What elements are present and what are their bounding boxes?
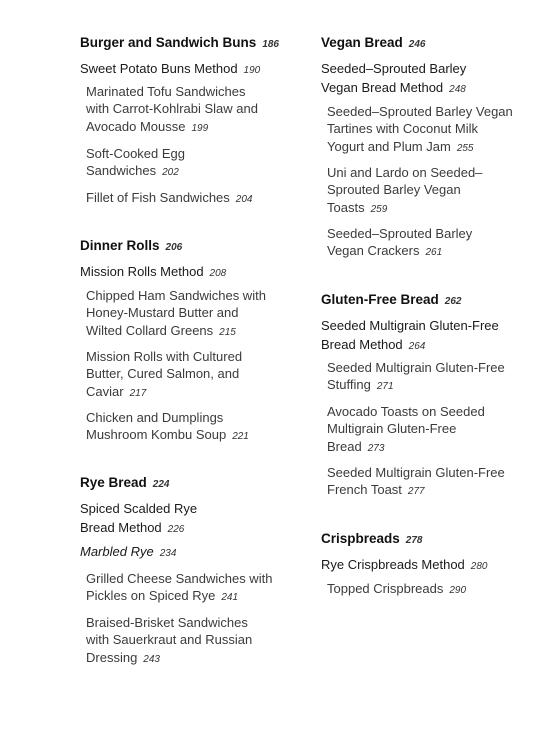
- method-heading: Marbled Rye 234: [80, 544, 177, 559]
- recipe-entry: Chicken and Dumplings Mushroom Kombu Soup 221: [86, 410, 249, 443]
- recipe-entry: Braised-Brisket Sandwiches with Sauerkraut and Russian Dressing 243: [86, 615, 253, 665]
- recipe-entry: Grilled Cheese Sandwiches with Pickles on Spiced Rye 241: [86, 571, 273, 604]
- section-heading: Vegan Bread 246: [321, 35, 426, 50]
- method-heading: Sweet Potato Buns Method 190: [80, 61, 261, 76]
- recipe-entry: Seeded–Sprouted Barley Vegan Tartines with Coconut Milk Yogurt and Plum Jam 255: [327, 104, 513, 154]
- section-heading: Gluten-Free Bread 262: [321, 292, 462, 307]
- section-heading: Crispbreads 278: [321, 531, 423, 546]
- recipe-entry: Chipped Ham Sandwiches with Honey-Mustard Butter and Wilted Collard Greens 215: [86, 288, 266, 338]
- section-heading: Burger and Sandwich Buns 186: [80, 35, 279, 50]
- method-heading: Mission Rolls Method 208: [80, 264, 227, 279]
- method-heading: Seeded–Sprouted Barley Vegan Bread Method 248: [321, 61, 467, 95]
- recipe-entry: Seeded Multigrain Gluten-Free Stuffing 271: [327, 360, 505, 393]
- recipe-entry: Avocado Toasts on Seeded Multigrain Gluten-Free Bread 273: [327, 404, 485, 454]
- recipe-entry: Seeded Multigrain Gluten-Free French Toast 277: [327, 465, 505, 498]
- method-heading: Seeded Multigrain Gluten-Free Bread Method 264: [321, 318, 499, 352]
- section-heading: Dinner Rolls 206: [80, 238, 183, 253]
- recipe-entry: Uni and Lardo on Seeded– Sprouted Barley Vegan Toasts 259: [327, 165, 483, 215]
- recipe-entry: Soft-Cooked Egg Sandwiches 202: [86, 146, 186, 179]
- recipe-entry: Mission Rolls with Cultured Butter, Cured Salmon, and Caviar 217: [86, 349, 243, 399]
- recipe-entry: Marinated Tofu Sandwiches with Carrot-Kohlrabi Slaw and Avocado Mousse 199: [86, 84, 258, 134]
- recipe-entry: Seeded–Sprouted Barley Vegan Crackers 261: [327, 226, 473, 259]
- recipe-entry: Fillet of Fish Sandwiches 204: [86, 190, 253, 205]
- recipe-entry: Topped Crispbreads 290: [327, 581, 467, 596]
- method-heading: Spiced Scalded Rye Bread Method 226: [80, 501, 198, 535]
- method-heading: Rye Crispbreads Method 280: [321, 557, 488, 572]
- section-heading: Rye Bread 224: [80, 475, 170, 490]
